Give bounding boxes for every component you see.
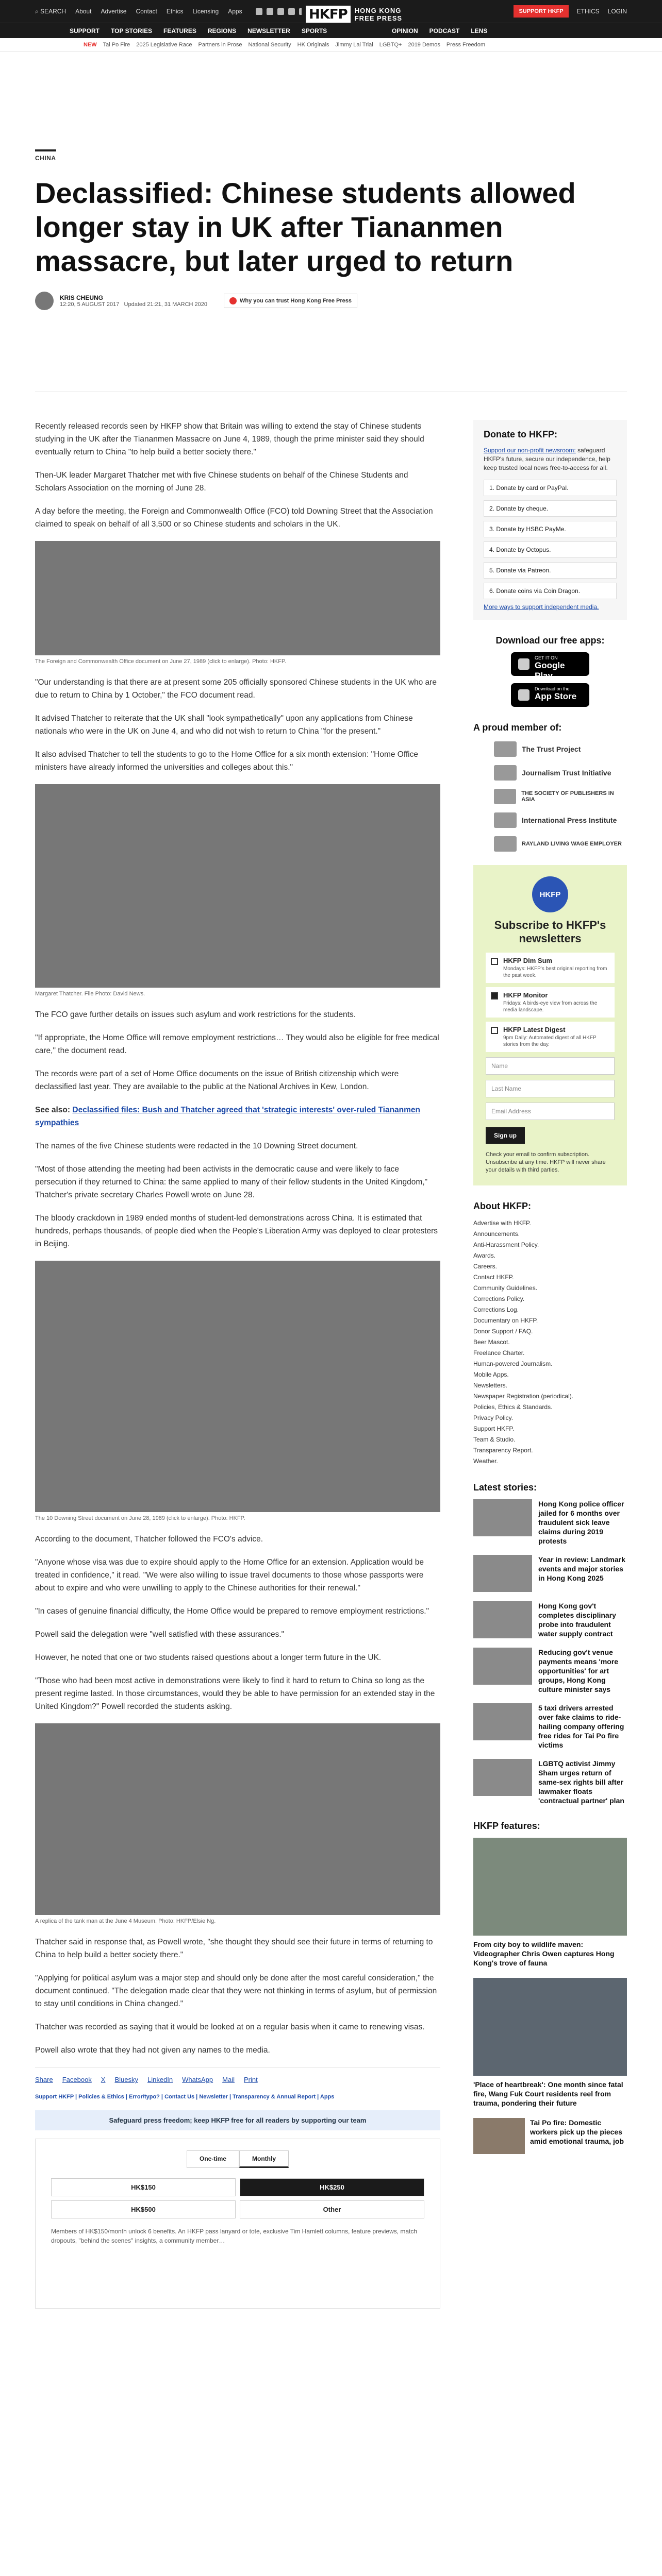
story-item[interactable]	[473, 1648, 627, 1694]
share-x[interactable]: X	[101, 2076, 106, 2083]
about-link[interactable]: Corrections Log.	[473, 1306, 519, 1313]
paragraph: Thatcher was recorded as saying that it would be looked at on a regular basis when it came to renewing visas.	[35, 2023, 425, 2031]
story-title: LGBTQ activist Jimmy Sham urges return of same-sex rights bill after lawmaker floats 'contractual partner' plan	[538, 1759, 624, 1805]
story-title: Reducing gov't venue payments means 'more opportunities' for art groups, Hong Kong culture minister says	[538, 1648, 619, 1693]
see-also	[35, 1104, 440, 1129]
author-avatar	[35, 292, 54, 310]
top-link-about[interactable]: About	[75, 8, 92, 15]
login-link[interactable]: LOGIN	[607, 8, 627, 15]
thatcher-photo[interactable]	[35, 784, 440, 988]
member-section	[473, 722, 627, 852]
feature-item[interactable]	[473, 1978, 627, 2108]
feature-item[interactable]	[473, 2118, 627, 2154]
story-item[interactable]	[473, 1759, 627, 1805]
feature-title: 'Place of heartbreak': One month since fatal fire, Wang Fuk Court residents reel from trauma, pondering their future	[473, 2080, 623, 2107]
email-field[interactable]: Email Address	[486, 1103, 615, 1120]
amount-option[interactable]: Other	[240, 2200, 424, 2218]
share-facebook[interactable]: Facebook	[62, 2076, 92, 2083]
features-section	[473, 1821, 627, 2154]
google-play-badge[interactable]: GET IT ON Google Play	[511, 652, 589, 676]
checkbox[interactable]	[491, 958, 498, 965]
story-item[interactable]	[473, 1703, 627, 1750]
member-jti[interactable]: Journalism Trust Initiative	[494, 765, 627, 781]
donate-option[interactable]: 4. Donate by Octopus.	[484, 541, 617, 558]
freq-monthly[interactable]: Monthly	[239, 2150, 289, 2168]
member-sopa[interactable]: THE SOCIETY OF PUBLISHERS IN ASIA	[494, 789, 627, 804]
story-thumbnail	[473, 1601, 532, 1638]
paragraph: Powell also wrote that they had not given any names to the media.	[35, 2046, 270, 2055]
top-link-contact[interactable]: Contact	[136, 8, 157, 15]
support-banner[interactable]: Safeguard press freedom; keep HKFP free for all readers by supporting our team	[35, 2110, 440, 2130]
story-thumbnail	[473, 1703, 532, 1740]
member-title: A proud member of:	[473, 722, 562, 733]
downing-street-document-image[interactable]	[35, 1261, 440, 1512]
hot-topic[interactable]: LGBTQ+	[379, 41, 402, 48]
nav-regions[interactable]: REGIONS	[207, 27, 237, 35]
info-icon	[229, 297, 237, 304]
donate-option[interactable]: 3. Donate by HSBC PayMe.	[484, 521, 617, 537]
figure	[35, 784, 440, 997]
freq-one-time[interactable]: One-time	[187, 2150, 239, 2168]
about-link[interactable]: Corrections Policy.	[473, 1295, 525, 1302]
checkbox-checked[interactable]	[491, 992, 498, 999]
nav-sports[interactable]: SPORTS	[301, 27, 327, 35]
share-mail[interactable]: Mail	[222, 2076, 235, 2083]
share-linkedin[interactable]: LinkedIn	[147, 2076, 173, 2083]
paragraph: "Our understanding is that there are at present some 205 officially sponsored Chinese students in the UK who are due to return to China by 1 October," the FCO document read.	[35, 678, 437, 700]
about-link[interactable]: Advertise with HKFP.	[473, 1219, 531, 1227]
about-link[interactable]: Newspaper Registration (periodical).	[473, 1393, 574, 1400]
about-link[interactable]: Documentary on HKFP.	[473, 1317, 538, 1324]
instagram-icon[interactable]	[277, 8, 284, 15]
donate-option[interactable]: 6. Donate coins via Coin Dragon.	[484, 583, 617, 599]
story-item[interactable]	[473, 1499, 627, 1546]
paragraph: A day before the meeting, the Foreign and Commonwealth Office (FCO) told Downing Street that the Association claimed to speak on behalf of all 3,500 or so Chinese students and scholars in the UK.	[35, 507, 433, 529]
frequency-toggle	[51, 2150, 424, 2168]
donate-box	[473, 420, 627, 620]
paragraph: The bloody crackdown in 1989 ended months of student-led demonstrations across China. It is estimated that hundreds, perhaps thousands, of people died when the People's Liberation Army was deployed to clear protesters in Beijing.	[35, 1214, 438, 1248]
about-section	[473, 1201, 627, 1467]
feature-thumbnail	[473, 1978, 627, 2076]
about-link[interactable]: Newsletters.	[473, 1382, 508, 1389]
nav-opinion[interactable]: OPINION	[392, 27, 418, 35]
search-label: SEARCH	[40, 7, 67, 15]
sopa-logo	[494, 789, 516, 804]
paragraph: "Applying for political asylum was a major step and should only be done after the most careful consideration," the document continued. "The delegation made clear that they were not thinking in terms of asylum, but of permission to stay until conditions in China changed."	[35, 1974, 437, 2008]
about-link[interactable]: Beer Mascot.	[473, 1338, 510, 1346]
newsletter-title: Subscribe to HKFP's newsletters	[494, 919, 606, 945]
amount-option[interactable]: HK$150	[51, 2178, 236, 2196]
see-also-label: See also:	[35, 1106, 73, 1114]
newsletter-fine-print: Check your email to confirm subscription. Unsubscribe at any time. HKFP will never share your details with third parties.	[486, 1151, 606, 1173]
newsletter-option[interactable]: HKFP Dim Sum Mondays: HKFP's best original reporting from the past week.	[486, 953, 615, 983]
apps-section	[473, 635, 627, 707]
donate-intro-text: safeguard HKFP's future, secure our independence, help keep trusted local news free-to-access for all.	[484, 447, 610, 471]
article-body	[35, 420, 440, 2309]
trust-link[interactable]	[224, 294, 357, 308]
paragraph: Recently released records seen by HKFP show that Britain was willing to extend the stay of Chinese students studying in the UK after the Tiananmen Massacre on June 4, 1989, though the prime minister said they should eventually return to China "to help build a better society there."	[35, 422, 424, 456]
about-list	[473, 1218, 627, 1467]
article-header	[35, 149, 627, 310]
amount-options	[51, 2178, 424, 2218]
amount-option[interactable]: HK$500	[51, 2200, 236, 2218]
feature-thumbnail	[473, 2118, 525, 2154]
member-trust-project[interactable]: The Trust Project	[494, 741, 627, 757]
caption: Margaret Thatcher. File Photo: David News.	[35, 991, 145, 997]
top-link-advertise[interactable]: Advertise	[101, 8, 127, 15]
donate-intro	[484, 446, 617, 472]
caption: A replica of the tank man at the June 4 Museum. Photo: HKFP/Elsie Ng.	[35, 1918, 216, 1924]
nav-newsletter[interactable]: NEWSLETTER	[247, 27, 290, 35]
amount-option-selected[interactable]: HK$250	[240, 2178, 424, 2196]
hot-topics-bar	[0, 38, 662, 52]
paragraph: It advised Thatcher to reiterate that the UK shall "look sympathetically" upon any applications from Chinese nationals who were in the UK on June 4, and who did not wish to return to China "for the present."	[35, 714, 413, 736]
signup-button[interactable]: Sign up	[486, 1127, 525, 1144]
updated-date: Updated 21:21, 31 MARCH 2020	[124, 301, 207, 308]
about-link[interactable]: Privacy Policy.	[473, 1414, 514, 1421]
ethics-link[interactable]: ETHICS	[576, 8, 600, 15]
share-whatsapp[interactable]: WhatsApp	[182, 2076, 213, 2083]
top-link-apps[interactable]: Apps	[228, 8, 242, 15]
logo-box: HKFP	[306, 6, 351, 23]
donate-option[interactable]: 5. Donate via Patreon.	[484, 562, 617, 579]
member-ipi[interactable]: International Press Institute	[494, 812, 627, 828]
support-hkfp-button[interactable]: SUPPORT HKFP	[514, 5, 568, 18]
latest-stories	[473, 1482, 627, 1805]
apps-title: Download our free apps:	[495, 635, 605, 646]
features-title: HKFP features:	[473, 1821, 540, 1831]
paragraph: However, he noted that one or two students raised questions about a longer term future in the UK.	[35, 1653, 382, 1662]
latest-title: Latest stories:	[473, 1482, 537, 1493]
facebook-icon[interactable]	[256, 8, 262, 15]
nav-top-stories[interactable]: TOP STORIES	[111, 27, 153, 35]
x-icon[interactable]	[267, 8, 273, 15]
published-date: 12:20, 5 AUGUST 2017	[60, 301, 120, 308]
newsletter-box	[473, 865, 627, 1185]
paragraph: "Anyone whose visa was due to expire should apply to the Home Office for an extension. Application would be treated in confidence," it read. "We were also willing to issue travel documents to those whose passports were about to expire and who were unwilling to apply to the Chinese authorities for their renewal."	[35, 1558, 424, 1592]
category-kicker[interactable]: CHINA	[35, 149, 56, 162]
share-bar	[35, 2067, 440, 2083]
hot-topics-label: NEW	[84, 41, 97, 48]
donate-option[interactable]: 2. Donate by cheque.	[484, 500, 617, 517]
feature-thumbnail	[473, 1838, 627, 1936]
donate-more-link[interactable]: More ways to support independent media.	[484, 603, 599, 611]
logo-text: HONG KONG FREE PRESS	[354, 7, 403, 22]
about-link[interactable]: Community Guidelines.	[473, 1284, 538, 1292]
share-print[interactable]: Print	[243, 2076, 258, 2083]
google-play-icon	[518, 658, 529, 670]
about-link[interactable]: Freelance Charter.	[473, 1349, 525, 1357]
last-name-field[interactable]: Last Name	[486, 1080, 615, 1097]
about-link[interactable]: Anti-Harassment Policy.	[473, 1241, 539, 1248]
hot-topic[interactable]: Tai Po Fire	[103, 41, 130, 48]
paragraph: Thatcher said in response that, as Powell wrote, "she thought they should see their future in terms of returning to China to help build a better society there."	[35, 1938, 433, 1959]
paragraph: It also advised Thatcher to tell the students to go to the Home Office for a six month extension: "Home Office ministers have already informed the universities and colleges about this."	[35, 750, 419, 772]
see-also-link[interactable]: Declassified files: Bush and Thatcher agreed that 'strategic interests' over-ruled Tiananmen sympathies	[35, 1106, 421, 1127]
paragraph: "In cases of genuine financial difficulty, the Home Office would be prepared to remove employment restrictions."	[35, 1607, 429, 1616]
hot-topic[interactable]: National Security	[248, 41, 291, 48]
hot-topic[interactable]: 2019 Demos	[408, 41, 440, 48]
article-title: Declassified: Chinese students allowed longer stay in UK after Tiananmen massacre, but later urged to return	[35, 177, 576, 277]
about-link[interactable]: Policies, Ethics & Standards.	[473, 1403, 553, 1411]
story-title: Year in review: Landmark events and major stories in Hong Kong 2025	[538, 1555, 625, 1582]
main-nav	[0, 23, 662, 38]
member-benefits-note: Members of HK$150/month unlock 6 benefits. An HKFP pass lanyard or tote, exclusive Tim Hamlett columns, feature previews, match dropouts, "behind the scenes" insights, a community member…	[51, 2228, 418, 2244]
byline	[35, 292, 627, 310]
about-link[interactable]: Weather.	[473, 1458, 498, 1465]
about-link[interactable]: Mobile Apps.	[473, 1371, 509, 1378]
hkfp-circle-logo: HKFP	[532, 876, 568, 912]
paragraph: "Most of those attending the meeting had been activists in the democratic cause and were likely to face persecution if they returned to China: the same applied to many of their fellow students in the United Kingdom," Thatcher's private secretary Charles Powell wrote on June 28.	[35, 1165, 428, 1199]
about-link[interactable]: Team & Studio.	[473, 1436, 516, 1443]
support-widget	[35, 2139, 440, 2309]
about-link[interactable]: Human-powered Journalism.	[473, 1360, 553, 1367]
story-thumbnail	[473, 1555, 532, 1592]
hot-topic[interactable]: HK Originals	[297, 41, 329, 48]
about-link[interactable]: Awards.	[473, 1252, 496, 1259]
nav-lens[interactable]: LENS	[471, 27, 488, 35]
story-title: 5 taxi drivers arrested over fake claims to ride-hailing company offering free rides for Tai Po fire victims	[538, 1704, 624, 1749]
donate-intro-link[interactable]: Support our non-profit newsroom:	[484, 447, 576, 454]
about-link[interactable]: Contact HKFP.	[473, 1274, 514, 1281]
about-link[interactable]: Support HKFP.	[473, 1425, 515, 1432]
paragraph: "Those who had been most active in demonstrations were likely to find it hard to return to China so long as the present regime lasted. In those circumstances, would they be able to have permission for an extended stay in the United Kingdom?" Powell recorded the students asking.	[35, 1676, 435, 1711]
about-link[interactable]: Announcements.	[473, 1230, 520, 1238]
nav-podcast[interactable]: PODCAST	[429, 27, 460, 35]
apple-icon	[518, 689, 529, 701]
paragraph: According to the document, Thatcher followed the FCO's advice.	[35, 1535, 263, 1544]
app-store-badge[interactable]: Download on the App Store	[511, 683, 589, 707]
share-link[interactable]: Share	[35, 2076, 53, 2083]
figure	[35, 1723, 440, 1924]
trust-project-logo	[494, 741, 517, 757]
donate-title: Donate to HKFP:	[484, 429, 557, 439]
first-name-field[interactable]: Name	[486, 1057, 615, 1075]
paragraph: The names of the five Chinese students were redacted in the 10 Downing Street document.	[35, 1142, 358, 1150]
paragraph: Powell said the delegation were "well satisfied with these assurances."	[35, 1630, 285, 1639]
top-bar-left	[35, 0, 338, 23]
about-link[interactable]: Transparency Report.	[473, 1447, 533, 1454]
footer-links[interactable]: Support HKFP | Policies & Ethics | Error/typo? | Contact Us | Newsletter | Transparency & Annual Report | Apps	[35, 2094, 335, 2100]
paragraph: "If appropriate, the Home Office will remove employment restrictions… They would also be eligible for free medical care," the document read.	[35, 1033, 439, 1055]
youtube-icon[interactable]	[288, 8, 295, 15]
hot-topic[interactable]: Press Freedom	[446, 41, 486, 48]
about-link[interactable]: Donor Support / FAQ.	[473, 1328, 533, 1335]
member-living-wage[interactable]: RAYLAND LIVING WAGE EMPLOYER	[494, 836, 627, 852]
story-item[interactable]	[473, 1601, 627, 1638]
story-title: Hong Kong police officer jailed for 6 months over fraudulent sick leave claims during 2019 protests	[538, 1500, 624, 1545]
paragraph: The FCO gave further details on issues such asylum and work restrictions for the students.	[35, 1010, 356, 1019]
nav-features[interactable]: FEATURES	[163, 27, 196, 35]
top-link-ethics[interactable]: Ethics	[166, 8, 184, 15]
ipi-logo	[494, 812, 517, 828]
search-button[interactable]: ⌕ SEARCH	[35, 7, 67, 15]
story-item[interactable]	[473, 1555, 627, 1592]
feature-item[interactable]	[473, 1838, 627, 1968]
figure	[35, 1261, 440, 1521]
about-link[interactable]: Careers.	[473, 1263, 498, 1270]
fco-document-image[interactable]	[35, 541, 440, 655]
jti-logo	[494, 765, 517, 781]
hot-topic[interactable]: Jimmy Lai Trial	[335, 41, 373, 48]
story-thumbnail	[473, 1648, 532, 1685]
story-thumbnail	[473, 1499, 532, 1536]
author-name[interactable]: KRIS CHEUNG	[60, 294, 104, 301]
feature-title: From city boy to wildlife maven: Videographer Chris Owen captures Hong Kong's trove of fauna	[473, 1940, 615, 1967]
sidebar	[473, 420, 627, 2164]
caption: The 10 Downing Street document on June 28, 1989 (click to enlarge). Photo: HKFP.	[35, 1515, 245, 1521]
trust-label: Why you can trust Hong Kong Free Press	[239, 298, 352, 304]
donate-option[interactable]: 1. Donate by card or PayPal.	[484, 480, 617, 496]
newsletter-option[interactable]: HKFP Latest Digest 9pm Daily: Automated digest of all HKFP stories from the day.	[486, 1022, 615, 1052]
share-bluesky[interactable]: Bluesky	[114, 2076, 138, 2083]
top-link-licensing[interactable]: Licensing	[192, 8, 219, 15]
caption: The Foreign and Commonwealth Office document on June 27, 1989 (click to enlarge). Photo: HKFP.	[35, 658, 286, 665]
top-bar-right	[514, 0, 627, 23]
about-title: About HKFP:	[473, 1201, 531, 1211]
newsletter-option[interactable]: HKFP Monitor Fridays: A birds-eye view from across the media landscape.	[486, 987, 615, 1018]
story-title: Hong Kong gov't completes disciplinary probe into fraudulent water supply contract	[538, 1602, 616, 1638]
hot-topic[interactable]: Partners in Prose	[198, 41, 242, 48]
checkbox[interactable]	[491, 1027, 498, 1034]
living-wage-logo	[494, 836, 517, 852]
paragraph: Then-UK leader Margaret Thatcher met with five Chinese students on behalf of the Chinese Students and Scholars Association on the morning of June 28.	[35, 471, 408, 493]
nav-support[interactable]: SUPPORT	[70, 27, 100, 35]
hot-topic[interactable]: 2025 Legislative Race	[136, 41, 192, 48]
story-thumbnail	[473, 1759, 532, 1796]
feature-title: Tai Po fire: Domestic workers pick up the pieces amid emotional trauma, job	[530, 2119, 624, 2145]
tank-man-photo[interactable]	[35, 1723, 440, 1915]
paragraph: The records were part of a set of Home Office documents on the issue of British citizenship which were declassified last year. They are available to the public at the National Archives in Kew, London.	[35, 1070, 399, 1091]
figure	[35, 541, 440, 665]
